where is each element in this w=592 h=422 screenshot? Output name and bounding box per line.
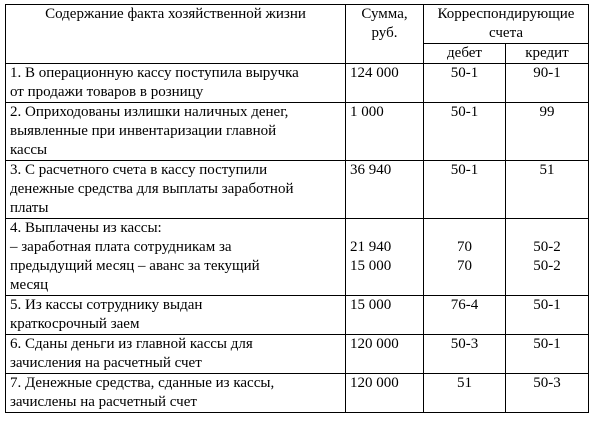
row-debit-account-line: 50-3 <box>450 336 479 352</box>
row-amount-line <box>350 219 419 238</box>
row-description-line: краткосрочный заем <box>10 316 140 332</box>
row-description-line: денежные средства для выплаты заработной <box>10 181 294 197</box>
table-row <box>6 64 589 103</box>
row-credit-account-line: 50-1 <box>533 336 561 352</box>
header-amount-line2: руб. <box>371 25 398 41</box>
header-description-label: Содержание факта хозяйственной жизни <box>45 6 306 22</box>
row-credit-account <box>506 335 589 374</box>
row-credit-account <box>506 103 589 161</box>
row-description-line: – заработная плата сотрудникам за <box>10 239 232 255</box>
row-debit-account <box>424 374 506 413</box>
row-credit-account-line <box>510 219 584 238</box>
row-amount-line: 120 000 <box>350 336 399 352</box>
header-description <box>6 5 346 64</box>
row-debit-account-line: 51 <box>457 375 472 391</box>
row-debit-account <box>424 219 506 296</box>
row-amount-line: 15 000 <box>350 258 392 274</box>
row-debit-account <box>424 64 506 103</box>
table-body <box>6 64 589 413</box>
header-corresponding-accounts <box>424 5 589 44</box>
row-amount-line: 1 000 <box>350 104 384 120</box>
row-description <box>6 103 346 161</box>
row-debit-account-line: 70 <box>457 239 472 255</box>
row-amount-line: 124 000 <box>350 65 399 81</box>
row-credit-account-line: 90-1 <box>533 65 561 81</box>
header-amount <box>346 5 424 64</box>
header-credit: кредит <box>506 44 589 64</box>
row-description <box>6 296 346 335</box>
row-debit-account-line: 76-4 <box>450 297 479 313</box>
row-description-line: выявленные при инвентаризации главной <box>10 123 277 139</box>
row-amount-line: 21 940 <box>350 239 392 255</box>
row-credit-account <box>506 296 589 335</box>
row-amount-line: 15 000 <box>350 297 392 313</box>
row-description-line: кассы <box>10 142 48 158</box>
row-debit-account-line: 50-1 <box>450 104 479 120</box>
row-credit-account-line: 99 <box>539 104 555 120</box>
row-description-line: зачисления на расчетный счет <box>10 355 202 371</box>
table-row <box>6 161 589 219</box>
row-credit-account <box>506 219 589 296</box>
table-row <box>6 296 589 335</box>
row-description-line: зачислены на расчетный счет <box>10 394 197 410</box>
row-description <box>6 64 346 103</box>
row-description-line: 2. Оприходованы излишки наличных денег, <box>10 104 289 120</box>
row-credit-account-line: 50-1 <box>533 297 561 313</box>
row-description <box>6 219 346 296</box>
header-debit: дебет <box>424 44 506 64</box>
row-description <box>6 374 346 413</box>
table-row <box>6 335 589 374</box>
header-corr-line1: Корреспондирующие <box>437 6 575 22</box>
row-amount-line: 120 000 <box>350 375 399 391</box>
row-amount <box>346 296 424 335</box>
header-amount-line1: Сумма, <box>361 6 408 22</box>
row-description-line: 7. Денежные средства, сданные из кассы, <box>10 375 275 391</box>
row-amount <box>346 64 424 103</box>
row-amount-line: 36 940 <box>350 162 392 178</box>
row-credit-account <box>506 374 589 413</box>
row-description-line: месяц <box>10 277 49 293</box>
row-debit-account <box>424 161 506 219</box>
row-amount <box>346 335 424 374</box>
row-debit-account-line: 50-1 <box>450 65 479 81</box>
row-credit-account-line: 51 <box>539 162 555 178</box>
row-credit-account <box>506 161 589 219</box>
header-corr-line2: счета <box>489 25 523 41</box>
row-debit-account-line: 70 <box>457 258 472 274</box>
row-description-line: предыдущий месяц – аванс за текущий <box>10 258 260 274</box>
row-amount <box>346 219 424 296</box>
row-amount <box>346 103 424 161</box>
row-description <box>6 161 346 219</box>
row-debit-account <box>424 335 506 374</box>
row-debit-account-line: 50-1 <box>450 162 479 178</box>
row-description-line: 1. В операционную кассу поступила выручка <box>10 65 299 81</box>
row-description <box>6 335 346 374</box>
row-debit-account <box>424 296 506 335</box>
transactions-table <box>5 4 589 413</box>
row-credit-account <box>506 64 589 103</box>
row-description-line: 6. Сданы деньги из главной кассы для <box>10 336 253 352</box>
row-description-line: платы <box>10 200 49 216</box>
row-credit-account-line: 50-3 <box>533 375 561 391</box>
row-amount <box>346 374 424 413</box>
table-row <box>6 103 589 161</box>
row-description-line: 4. Выплачены из кассы: <box>10 220 162 236</box>
row-description-line: от продажи товаров в розницу <box>10 84 204 100</box>
row-description-line: 5. Из кассы сотруднику выдан <box>10 297 203 313</box>
row-amount <box>346 161 424 219</box>
row-description-line: 3. С расчетного счета в кассу поступили <box>10 162 268 178</box>
row-credit-account-line: 50-2 <box>533 258 561 274</box>
row-credit-account-line: 50-2 <box>533 239 561 255</box>
table-row <box>6 219 589 296</box>
row-debit-account-line <box>428 219 501 238</box>
row-debit-account <box>424 103 506 161</box>
table-row <box>6 374 589 413</box>
